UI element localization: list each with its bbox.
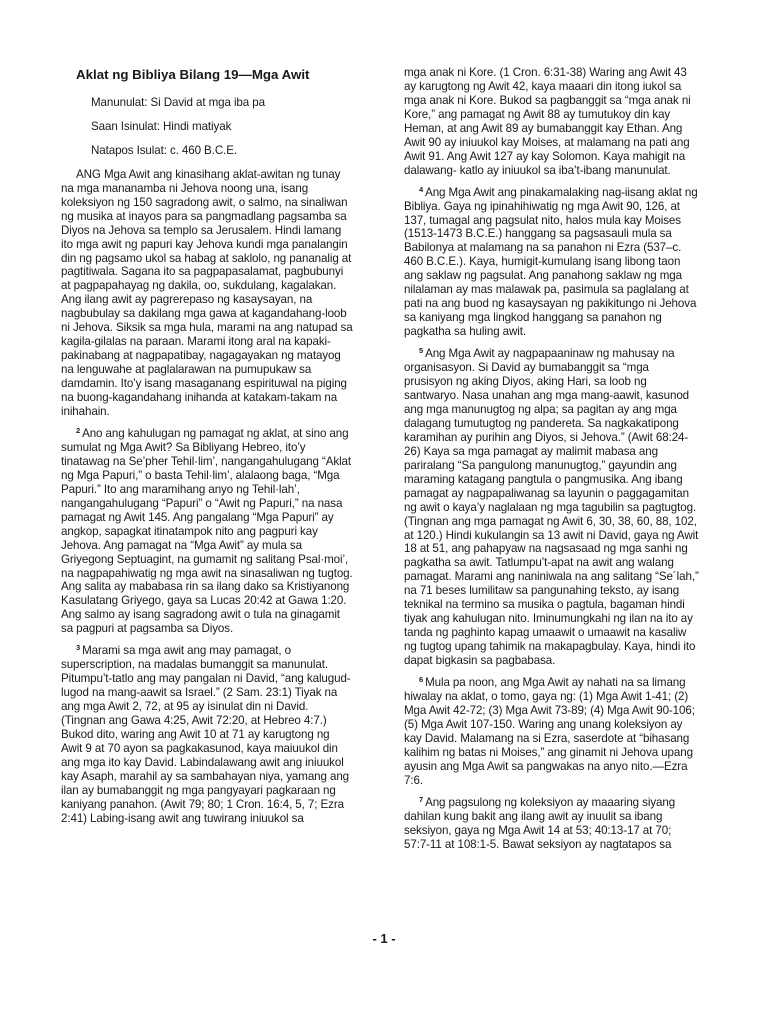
paragraph-text: Ang Mga Awit ay nagpapaaninaw ng mahusay na organisasyon. Si David ay bumabanggit sa “mga prusisyon ng aking Diyos, aking Hari, sa loob ng santwaryo. Nasa unahan ang mga mang-aawit, kasunod ang mga manunugtog ng alpa; sa pagitan ay ang mga dalagang tumutugtog ng pandereta. Sa nagkakatipong karamihan ay purihin ang Diyos, si Jehova.” (Awit 68:24-26) Kaya sa mga pamagat ay malimit mabasa ang pariralang “Sa pangulong manunugtog,” gayundin ang maraming katagang pangtula o pangmusika. Ang ibang pamagat ay nagpapaliwanag sa layunin o paggagamitan ng awit o kaya’y naglalaan ng mga tagubilin sa pagtugtog. (Tingnan ang mga pamagat ng Awit 6, 30, 38, 60, 88, 102, at 120.) Hindi kukulangin sa 13 awit ni David, gaya ng Awit 18 at 51, ang pahapyaw na nagsasaad ng mga sanhi ng pagkatha sa awit. Tatlumpu’t-apat na awit ang walang pamagat. Marami ang naniniwala na ang salitang “Se´lah,” na 71 beses lumilitaw sa pangunahing teksto, ay isang teknikal na termino sa musika o pagtula, bagaman hindi tiyak ang kahulugan nito. Iminumungkahi ng ilan na ito ay tanda ng paghinto kapag umaawit o umaawit na kasaliw ng tugtog upang tahimik na makapagbulay. Kaya, hindi ito dapat bigkasin sa pagbabasa. bbox=[404, 347, 699, 668]
paragraph-4 bbox=[404, 186, 700, 339]
paragraph-6 bbox=[404, 676, 700, 788]
left-column bbox=[61, 66, 353, 834]
right-column bbox=[404, 66, 700, 859]
paragraph-number: 5 bbox=[419, 346, 424, 356]
paragraph-3 bbox=[61, 644, 353, 825]
meta-writer: Manunulat: Si David at mga iba pa bbox=[91, 95, 265, 109]
page-number: - 1 - bbox=[372, 931, 396, 946]
paragraph-text: ANG Mga Awit ang kinasihang aklat-awitan ng tunay na mga mananamba ni Jehova noong una, isang koleksiyon ng 150 sagradong awit, o salmo, na sinaliwan ng musika at inayos para sa pangmadlang pagsamba sa Diyos na Jehova sa templo sa Jerusalem. Hindi lamang ito mga awit ng papuri kay Jehova kundi mga panalangin din ng pagsamo ukol sa habag at saklolo, ng pananalig at pagtitiwala. Sagana ito sa pagpapasalamat, pagbubunyi at pagpapahayag ng dakila, oo, sukdulang, kagalakan. Ang ilang awit ay pagrerepaso ng kasaysayan, na nagbubulay sa dakilang mga gawa at kagandahang-loob ni Jehova. Siksik sa mga hula, marami na ang natupad sa kagila-gilalas na paraan. Marami itong aral na kapaki-pakinabang at nagpapatibay, nagagayakan ng matayog na lenguwahe at paglalarawan na pumupukaw sa damdamin. Ito’y isang masaganang espirituwal na piging na buong-kagandahang inihanda at katakam-takam na inihahain. bbox=[61, 167, 353, 419]
paragraph-3-continued bbox=[404, 66, 700, 178]
paragraph-2 bbox=[61, 427, 353, 636]
paragraph-number: 3 bbox=[76, 643, 81, 653]
paragraph-text: Marami sa mga awit ang may pamagat, o superscription, na madalas bumanggit sa manunulat. Pitumpu’t-tatlo ang may pangalan ni David, “ang kalugud-lugod na mang-aawit sa Israel.” (2 Sam. 23:1) Tiyak na ang mga Awit 2, 72, at 95 ay isinulat din ni David. (Tingnan ang Gawa 4:25, Awit 72:20, at Hebreo 4:7.) Bukod dito, waring ang Awit 10 at 71 ay karugtong ng Awit 9 at 70 ayon sa pagkakasunod, kaya maiuukol din ang mga ito kay David. Labindalawang awit ang iniuukol kay Asaph, marahil ay sa sambahayan niya, yamang ang ilan ay bumabanggit ng mga pangyayari pagkaraan ng kaniyang panahon. (Awit 79; 80; 1 Cron. 16:4, 5, 7; Ezra 2:41) Labing-isang awit ang tuwirang iniuukol sa bbox=[61, 644, 351, 825]
paragraph-number: 6 bbox=[419, 675, 424, 685]
paragraph-text: Ang Mga Awit ang pinakamalaking nag-iisang aklat ng Bibliya. Gaya ng ipinahihiwatig ng mga Awit 90, 126, at 137, tumagal ang pagsulat nito, halos mula kay Moises (1513-1473 B.C.E.) hanggang sa pagsasauli mula sa Babilonya at malamang na sa panahon ni Ezra (537–c. 460 B.C.E.). Kaya, humigit-kumulang isang libong taon ang saklaw ng pagsulat. Ang panahong saklaw ng mga nilalaman ay mas malawak pa, pasimula sa paglalang at pati na ang buod ng kasaysayan ng pakikitungo ni Jehova sa kaniyang mga lingkod hanggang sa panahon ng pagkatha sa huling awit. bbox=[404, 185, 698, 339]
paragraph-5 bbox=[404, 347, 700, 668]
paragraph-1 bbox=[61, 168, 353, 419]
document-title: Aklat ng Bibliya Bilang 19—Mga Awit bbox=[76, 67, 310, 82]
meta-completed: Natapos Isulat: c. 460 B.C.E. bbox=[91, 143, 237, 157]
paragraph-7 bbox=[404, 796, 700, 852]
paragraph-text: Ang pagsulong ng koleksiyon ay maaaring siyang dahilan kung bakit ang ilang awit ay inuulit sa ibang seksiyon, gaya ng Mga Awit 14 at 53; 40:13-17 at 70; 57:7-11 at 108:1-5. Bawat seksiyon ay nagtatapos sa bbox=[404, 795, 676, 851]
paragraph-text: Ano ang kahulugan ng pamagat ng aklat, at sino ang sumulat ng Mga Awit? Sa Bibliyang Hebreo, ito’y tinatawag na Se’pher Tehil·lim’, nangangahulugang “Aklat ng Mga Papuri,” o basta Tehil·lim’, alalaong baga, “Mga Papuri.” Ito ang maramihang anyo ng Tehil·lah’, nangangahulugang “Papuri” o “Awit ng Papuri,” na nasa pamagat ng Awit 145. Ang pangalang “Mga Papuri” ay angkop, sapagkat itinatampok nito ang pagpuri kay Jehova. Ang pamagat na “Mga Awit” ay mula sa Griyegong Septuagint, na gumamit ng salitang Psal·moi’, na nagpapahiwatig ng mga awit na sinasaliwan ng tugtog. Ang salita ay mababasa rin sa ilang dako sa Kristiyanong Kasulatang Griyego, gaya sa Lucas 20:42 at Gawa 1:20. Ang salmo ay isang sagradong awit o tula na ginagamit sa pagpuri at pagsamba sa Diyos. bbox=[61, 426, 353, 636]
paragraph-number: 2 bbox=[76, 425, 81, 435]
paragraph-number: 7 bbox=[419, 794, 424, 804]
paragraph-text: mga anak ni Kore. (1 Cron. 6:31-38) Waring ang Awit 43 ay karugtong ng Awit 42, kaya maaari din itong iukol sa mga anak ni Kore. Bukod sa pagbanggit sa “mga anak ni Kore,” ang pamagat ng Awit 88 ay tumutukoy din kay Heman, at ang Awit 89 ay bumabanggit kay Ethan. Ang Awit 90 ay iniuukol kay Moises, at malamang na pati ang Awit 91. Ang Awit 127 ay kay Solomon. Kaya mahigit na dalawang- katlo ay iniuukol sa iba’t-ibang manunulat. bbox=[404, 66, 691, 177]
meta-place-written: Saan Isinulat: Hindi matiyak bbox=[91, 119, 232, 133]
paragraph-number: 4 bbox=[419, 184, 424, 194]
paragraph-text: Mula pa noon, ang Mga Awit ay nahati na sa limang hiwalay na aklat, o tomo, gaya ng: (1) Mga Awit 1-41; (2) Mga Awit 42-72; (3) Mga Awit 73-89; (4) Mga Awit 90-106; (5) Mga Awit 107-150. Waring ang unang koleksiyon ay kay David. Malamang na si Ezra, saserdote at “bihasang kalihim ng batas ni Moises,” ang ginamit ni Jehova upang ayusin ang Mga Awit sa pangwakas na anyo nito.—Ezra 7:6. bbox=[404, 676, 695, 787]
